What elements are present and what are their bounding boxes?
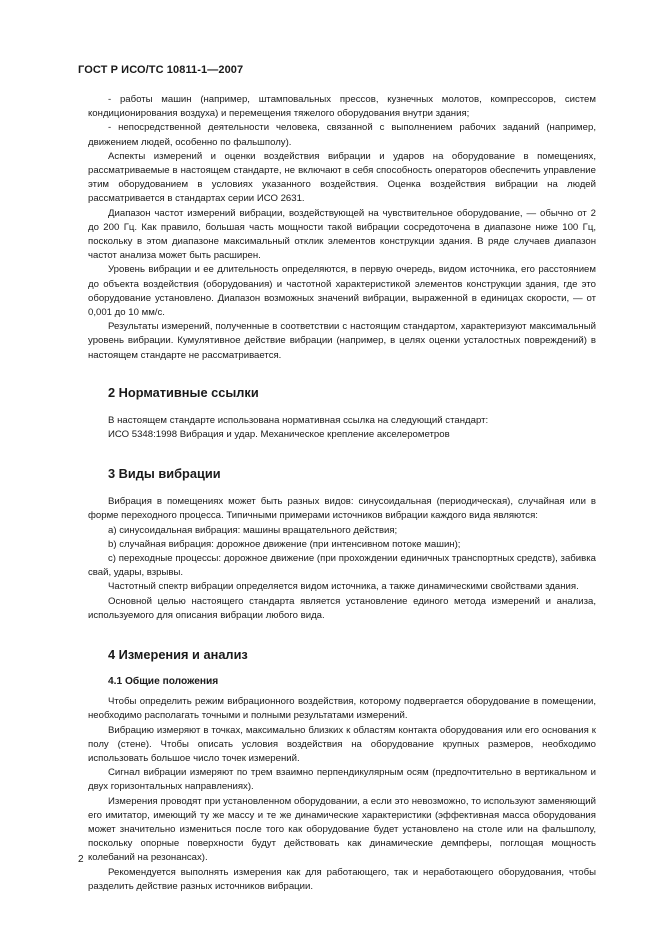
intro-paragraph: - непосредственной деятельности человека, связанной с выполнением рабочих заданий (например, движением людей, особенно по фальшполу). bbox=[88, 122, 596, 148]
section-3-paragraph: Частотный спектр вибрации определяется видом источника, а также динамическими свойствами здания. bbox=[108, 581, 579, 593]
section-2-reference: ИСО 5348:1998 Вибрация и удар. Механическое крепление акселерометров bbox=[108, 429, 450, 441]
section-3-paragraph: Основной целью настоящего стандарта является установление единого метода измерений и анализа, используемого для описания вибрации любого вида. bbox=[88, 595, 596, 621]
page-number: 2 bbox=[78, 854, 84, 865]
section-4-paragraph: Измерения проводят при установленном оборудовании, а если это невозможно, то используют заменяющий его имитатор, имеющий ту же массу и те же динамические характеристики (эффективная масса оборудования может значительно измениться после того как оборудование будет установлено на столе или на фальшполу, поскольку опорные поверхности будут действовать как динамические демпферы, поглощая мощность колебаний на резонансах). bbox=[88, 795, 596, 864]
document-header: ГОСТ Р ИСО/ТС 10811-1—2007 bbox=[78, 64, 244, 76]
subsection-4-1-heading: 4.1 Общие положения bbox=[108, 676, 219, 688]
section-4-paragraph: Чтобы определить режим вибрационного воздействия, которому подвергается оборудование в помещении, необходимо располагать точными и полными результатами измерений. bbox=[88, 696, 596, 722]
section-4-paragraph: Вибрацию измеряют в точках, максимально близких к областям контакта оборудования или его основания к полу (стене). Чтобы описать условия воздействия на оборудование крупных размеров, необходимо использовать большое число точек измерений. bbox=[88, 724, 596, 764]
section-3-paragraph: Вибрация в помещениях может быть разных видов: синусоидальная (периодическая), случайная или в форме переходного процесса. Типичными примерами источников вибрации каждого вида являются: bbox=[88, 496, 596, 522]
intro-paragraph: Аспекты измерений и оценки воздействия вибрации и ударов на оборудование в помещениях, рассматриваемые в настоящем стандарте, не включают в себя способность операторов обеспечить управление этим оборудованием в условиях указанного воздействия. Оценка воздействия вибрации на людей рассматривается в стандартах серии ИСО 2631. bbox=[88, 150, 596, 205]
section-2-heading: 2 Нормативные ссылки bbox=[108, 384, 259, 400]
section-4-paragraph: Рекомендуется выполнять измерения как для работающего, так и неработающего оборудования, чтобы разделить действие разных источников вибрации. bbox=[88, 866, 596, 892]
section-4-heading: 4 Измерения и анализ bbox=[108, 647, 248, 663]
intro-paragraph: - работы машин (например, штамповальных прессов, кузнечных молотов, компрессоров, систем кондиционирования воздуха) и перемещения тяжелого оборудования внутри здания; bbox=[88, 94, 596, 120]
intro-paragraph: Уровень вибрации и ее длительность определяются, в первую очередь, видом источника, его расстоянием до объекта воздействия (оборудования) и частотной характеристикой элементов конструкции здания, где это оборудование установлено. Диапазон возможных значений вибрации, выраженной в единицах скорости, — от 0,001 до 10 мм/с. bbox=[88, 264, 596, 319]
section-3-list-item: b) случайная вибрация: дорожное движение (при интенсивном потоке машин); bbox=[108, 538, 461, 550]
section-3-list-item: c) переходные процессы: дорожное движение (при прохождении единичных транспортных средств), забивка свай, удары, взрывы. bbox=[88, 553, 596, 579]
section-2-paragraph: В настоящем стандарте использована нормативная ссылка на следующий стандарт: bbox=[108, 414, 489, 426]
section-4-paragraph: Сигнал вибрации измеряют по трем взаимно перпендикулярным осям (предпочтительно в вертикальном и двух горизонтальных направлениях). bbox=[88, 767, 596, 793]
document-body bbox=[88, 93, 596, 894]
section-3-heading: 3 Виды вибрации bbox=[108, 466, 221, 482]
section-3-list-item: a) синусоидальная вибрация: машины вращательного действия; bbox=[108, 524, 398, 536]
intro-paragraph: Диапазон частот измерений вибрации, воздействующей на чувствительное оборудование, — обычно от 2 до 200 Гц. Как правило, большая часть мощности такой вибрации сосредоточена в диапазоне ниже 100 Гц, поскольку в этом диапазоне максимальный отклик элементов конструкции здания. В ряде случаев диапазон частот анализа может быть расширен. bbox=[88, 207, 596, 262]
intro-paragraph: Результаты измерений, полученные в соответствии с настоящим стандартом, характеризуют максимальный уровень вибрации. Кумулятивное действие вибрации (например, в целях оценки усталостных повреждений) в настоящем стандарте не рассматривается. bbox=[88, 321, 596, 361]
